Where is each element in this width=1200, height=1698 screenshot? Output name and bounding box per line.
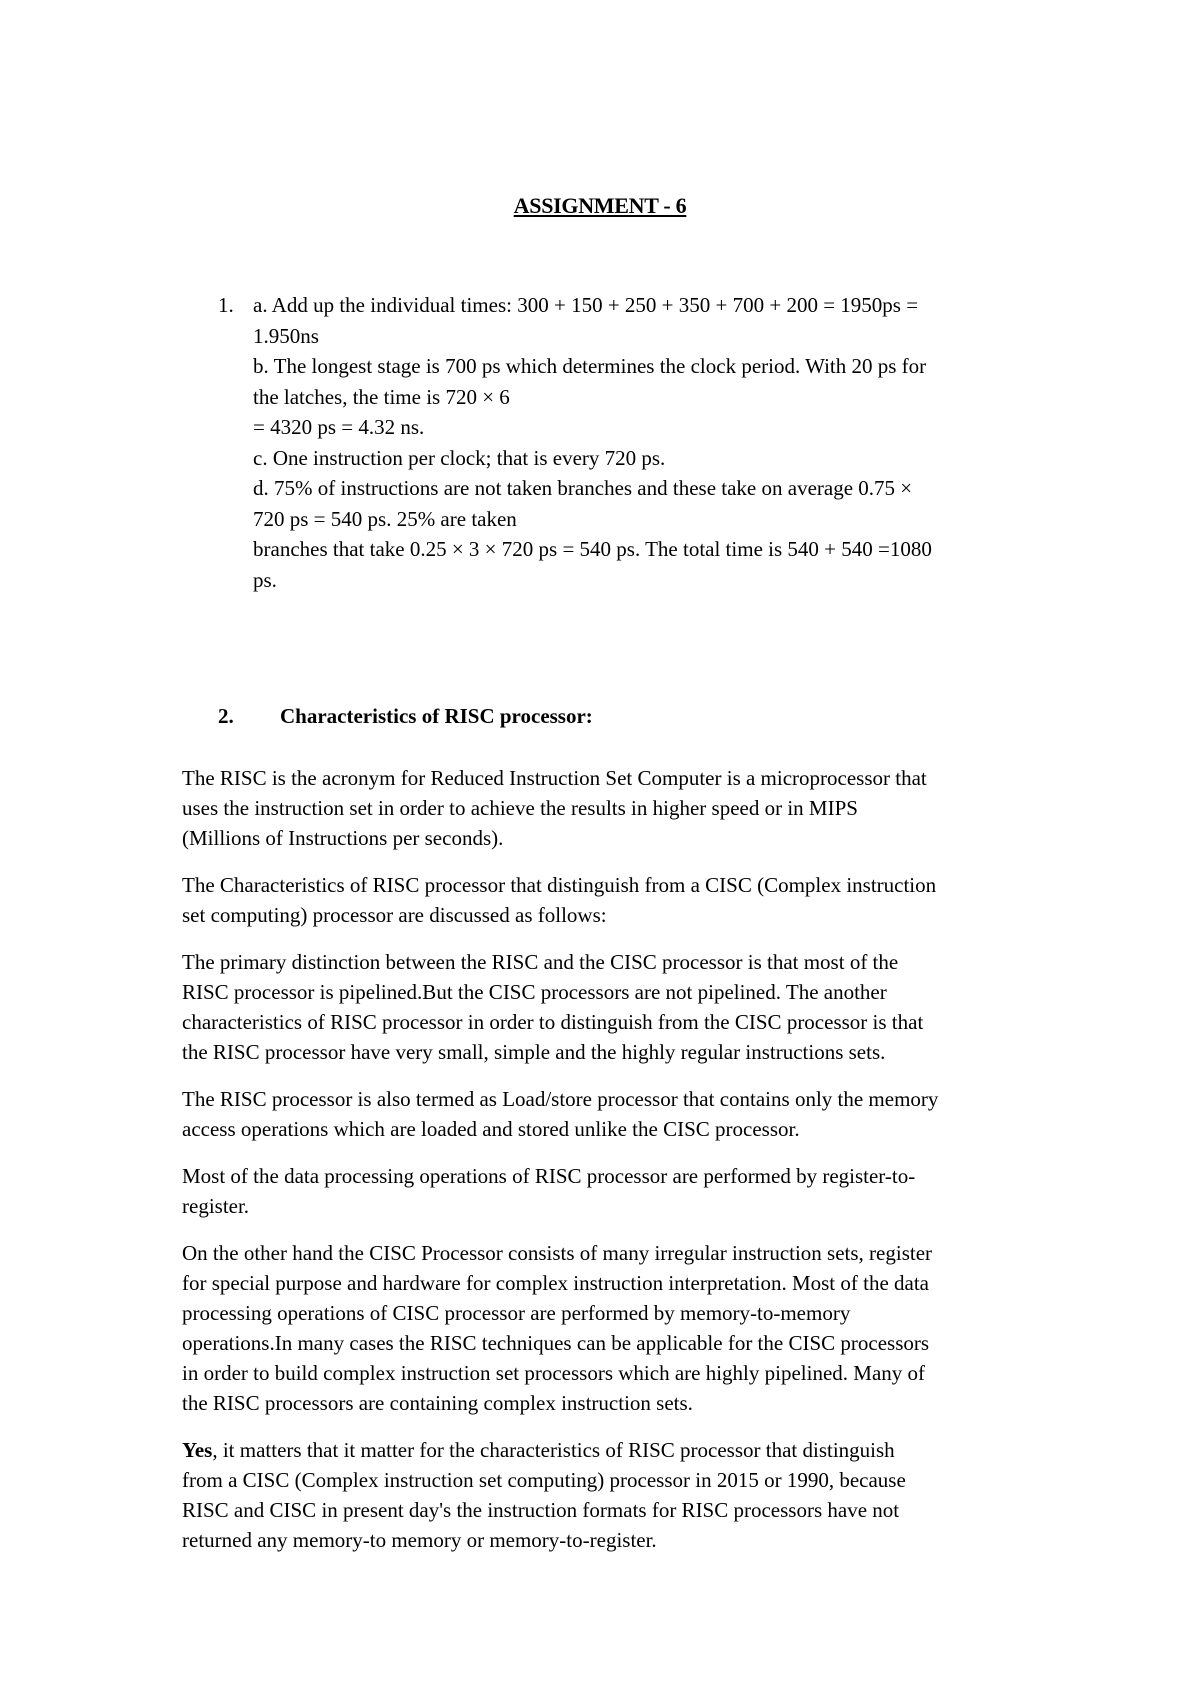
paragraph-line: RISC processor is pipelined.But the CISC processors are not pipelined. The another <box>182 980 887 1004</box>
paragraph-line: characteristics of RISC processor in order to distinguish from the CISC processor is that <box>182 1010 924 1034</box>
paragraph-line: RISC and CISC in present day's the instruction formats for RISC processors have not <box>182 1498 900 1522</box>
paragraph-line: for special purpose and hardware for complex instruction interpretation. Most of the data <box>182 1271 930 1295</box>
q1-answer <box>253 290 1053 595</box>
q2-heading <box>218 704 593 729</box>
paragraph-line: returned any memory-to memory or memory-to-register. <box>182 1528 657 1552</box>
q2-number: 2. <box>218 704 234 728</box>
q1-line: branches that take 0.25 × 3 × 720 ps = 540 ps. The total time is 540 + 540 =1080 <box>253 537 932 561</box>
paragraph-line: uses the instruction set in order to achieve the results in higher speed or in MIPS <box>182 796 858 820</box>
yes-bold: Yes <box>182 1438 213 1462</box>
q2-heading-text: Characteristics of RISC processor: <box>280 704 593 728</box>
paragraph-line: processing operations of CISC processor are performed by memory-to-memory <box>182 1301 851 1325</box>
paragraph-line: The RISC processor is also termed as Load/store processor that contains only the memory <box>182 1087 939 1111</box>
page-title: ASSIGNMENT - 6 <box>513 193 687 218</box>
paragraph-line <box>182 1435 1082 1465</box>
q1-line: 1.950ns <box>253 323 319 348</box>
paragraph-line: in order to build complex instruction set processors which are highly pipelined. Many of <box>182 1361 926 1385</box>
paragraph-line: register. <box>182 1194 250 1218</box>
q1-line: the latches, the time is 720 × 6 <box>253 384 510 409</box>
q1-number: 1. <box>218 293 234 317</box>
paragraph-line: (Millions of Instructions per seconds). <box>182 826 504 850</box>
paragraph-line: set computing) processor are discussed as follows: <box>182 903 607 927</box>
paragraph-line: The primary distinction between the RISC and the CISC processor is that most of the <box>182 950 899 974</box>
paragraph-line: the RISC processors are containing complex instruction sets. <box>182 1391 693 1415</box>
q1-line: d. 75% of instructions are not taken branches and these take on average 0.75 × <box>253 476 913 500</box>
yes-line-rest: , it matters that it matter for the characteristics of RISC processor that distinguish <box>212 1438 895 1462</box>
paragraph-line: operations.In many cases the RISC techniques can be applicable for the CISC processors <box>182 1331 930 1355</box>
paragraph-line: The Characteristics of RISC processor that distinguish from a CISC (Complex instruction <box>182 873 937 897</box>
q1-line: = 4320 ps = 4.32 ns. <box>253 415 425 439</box>
q1-line: b. The longest stage is 700 ps which determines the clock period. With 20 ps for <box>253 354 927 378</box>
paragraph-line: access operations which are loaded and stored unlike the CISC processor. <box>182 1117 800 1141</box>
paragraph-line: from a CISC (Complex instruction set computing) processor in 2015 or 1990, because <box>182 1468 906 1492</box>
paragraph-line: the RISC processor have very small, simple and the highly regular instructions sets. <box>182 1040 886 1064</box>
q2-answer <box>182 746 1082 1572</box>
paragraph-line: The RISC is the acronym for Reduced Instruction Set Computer is a microprocessor that <box>182 766 927 790</box>
paragraph-line: Most of the data processing operations of RISC processor are performed by register-to- <box>182 1164 916 1188</box>
q1-line: a. Add up the individual times: 300 + 150 + 250 + 350 + 700 + 200 = 1950ps = <box>253 293 919 317</box>
q1-line: ps. <box>253 567 277 592</box>
paragraph-line: On the other hand the CISC Processor consists of many irregular instruction sets, register <box>182 1241 933 1265</box>
q1-line: 720 ps = 540 ps. 25% are taken <box>253 506 517 531</box>
q1-line: c. One instruction per clock; that is every 720 ps. <box>253 445 666 470</box>
